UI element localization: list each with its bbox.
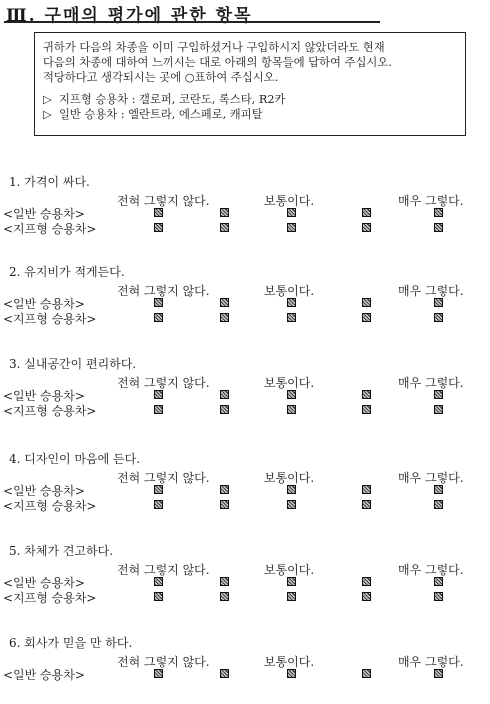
rating-box-general-1[interactable] [154,577,163,586]
rating-box-jeep-1[interactable] [154,223,163,232]
question-item [0,263,490,333]
rating-box-jeep-3[interactable] [287,223,296,232]
question-title: 6. 회사가 믿을 만 하다. [9,636,133,650]
scale-label-high: 매우 그렇다. [398,471,464,485]
scale-label-low: 전혀 그렇지 않다. [117,655,210,669]
question-item [0,450,490,520]
question-item [0,542,490,612]
rating-box-jeep-5[interactable] [434,592,443,601]
rating-box-general-1[interactable] [154,298,163,307]
rating-box-jeep-5[interactable] [434,313,443,322]
rating-box-jeep-1[interactable] [154,592,163,601]
rating-box-jeep-2[interactable] [220,592,229,601]
rating-box-general-1[interactable] [154,208,163,217]
rating-box-jeep-4[interactable] [362,592,371,601]
scale-label-mid: 보통이다. [264,471,315,485]
rating-box-general-2[interactable] [220,298,229,307]
rating-box-jeep-2[interactable] [220,405,229,414]
rating-box-general-4[interactable] [362,298,371,307]
rating-box-jeep-3[interactable] [287,500,296,509]
rating-box-general-2[interactable] [220,577,229,586]
rating-box-general-1[interactable] [154,485,163,494]
rating-box-jeep-4[interactable] [362,500,371,509]
scale-label-mid: 보통이다. [264,376,315,390]
scale-label-high: 매우 그렇다. [398,655,464,669]
question-item [0,355,490,425]
rating-box-general-2[interactable] [220,390,229,399]
row-label-jeep: <지프형 승용차> [3,591,97,605]
scale-label-low: 전혀 그렇지 않다. [117,376,210,390]
rating-box-jeep-3[interactable] [287,592,296,601]
rating-box-general-4[interactable] [362,390,371,399]
scale-label-mid: 보통이다. [264,655,315,669]
rating-box-general-2[interactable] [220,208,229,217]
scale-label-low: 전혀 그렇지 않다. [117,284,210,298]
instruction-line: 적당하다고 생각되시는 곳에 ○표하여 주십시오. [43,71,279,84]
scale-label-mid: 보통이다. [264,194,315,208]
question-item [0,173,490,243]
rating-box-jeep-4[interactable] [362,313,371,322]
rating-box-jeep-4[interactable] [362,405,371,414]
rating-box-jeep-3[interactable] [287,405,296,414]
rating-box-jeep-2[interactable] [220,313,229,322]
rating-box-jeep-1[interactable] [154,313,163,322]
scale-label-high: 매우 그렇다. [398,376,464,390]
car-type-list [43,92,457,122]
scale-label-low: 전혀 그렇지 않다. [117,471,210,485]
question-title: 5. 차체가 견고하다. [9,544,114,558]
car-type-jeep [43,92,457,107]
instruction-line: 귀하가 다음의 차종을 이미 구입하셨거나 구입하시지 않았더라도 현재 [43,41,385,54]
rating-box-jeep-5[interactable] [434,500,443,509]
scale-label-low: 전혀 그렇지 않다. [117,194,210,208]
rating-box-jeep-1[interactable] [154,500,163,509]
scale-label-low: 전혀 그렇지 않다. [117,563,210,577]
car-type-text: 지프형 승용차 : 갤로퍼, 코란도, 록스타, R2카 [59,93,286,106]
question-item [0,634,490,704]
rating-box-jeep-4[interactable] [362,223,371,232]
rating-box-jeep-5[interactable] [434,405,443,414]
row-label-jeep: <지프형 승용차> [3,404,97,418]
scale-label-high: 매우 그렇다. [398,284,464,298]
triangle-bullet-icon: ▷ [43,108,52,121]
rating-box-general-5[interactable] [434,485,443,494]
instruction-line: 다음의 차종에 대하여 느끼시는 대로 아래의 항목들에 답하여 주십시오. [43,56,392,69]
row-label-general: <일반 승용차> [3,207,85,221]
rating-box-jeep-1[interactable] [154,405,163,414]
section-title: Ⅲ. 구매의 평가에 관한 항목 [6,6,253,26]
rating-box-general-2[interactable] [220,485,229,494]
rating-box-general-4[interactable] [362,577,371,586]
rating-box-general-5[interactable] [434,669,443,678]
rating-box-general-2[interactable] [220,669,229,678]
question-title: 2. 유지비가 적게든다. [9,265,125,279]
row-label-general: <일반 승용차> [3,484,85,498]
scale-label-high: 매우 그렇다. [398,194,464,208]
rating-box-general-5[interactable] [434,208,443,217]
rating-box-general-3[interactable] [287,390,296,399]
rating-box-general-4[interactable] [362,208,371,217]
row-label-general: <일반 승용차> [3,389,85,403]
triangle-bullet-icon: ▷ [43,93,52,106]
car-type-text: 일반 승용차 : 엘란트라, 에스페로, 캐피탈 [59,108,263,121]
rating-box-general-1[interactable] [154,390,163,399]
row-label-jeep: <지프형 승용차> [3,312,97,326]
rating-box-general-5[interactable] [434,390,443,399]
row-label-jeep: <지프형 승용차> [3,499,97,513]
row-label-general: <일반 승용차> [3,668,85,682]
rating-box-general-1[interactable] [154,669,163,678]
row-label-general: <일반 승용차> [3,297,85,311]
rating-box-general-3[interactable] [287,577,296,586]
rating-box-general-4[interactable] [362,669,371,678]
title-underline [4,21,380,23]
question-title: 1. 가격이 싸다. [9,175,90,189]
question-title: 4. 디자인이 마음에 든다. [9,452,141,466]
rating-box-general-3[interactable] [287,298,296,307]
question-title: 3. 실내공간이 편리하다. [9,357,137,371]
instructions-box [34,32,466,136]
rating-box-jeep-2[interactable] [220,500,229,509]
rating-box-general-3[interactable] [287,485,296,494]
rating-box-general-5[interactable] [434,298,443,307]
row-label-jeep: <지프형 승용차> [3,222,97,236]
scale-label-mid: 보통이다. [264,563,315,577]
rating-box-jeep-5[interactable] [434,223,443,232]
rating-box-general-4[interactable] [362,485,371,494]
rating-box-jeep-3[interactable] [287,313,296,322]
row-label-general: <일반 승용차> [3,576,85,590]
scale-label-mid: 보통이다. [264,284,315,298]
rating-box-general-5[interactable] [434,577,443,586]
car-type-general [43,107,457,122]
rating-box-jeep-2[interactable] [220,223,229,232]
rating-box-general-3[interactable] [287,669,296,678]
scale-label-high: 매우 그렇다. [398,563,464,577]
rating-box-general-3[interactable] [287,208,296,217]
